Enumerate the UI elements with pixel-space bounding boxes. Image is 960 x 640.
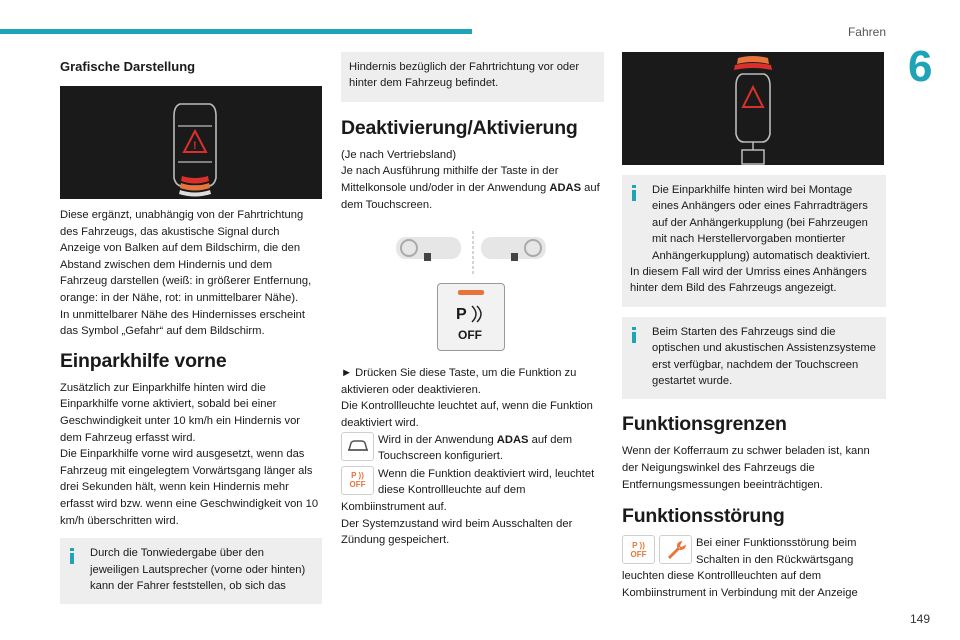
park-assist-off-button[interactable]: P OFF bbox=[437, 283, 505, 351]
info-icon bbox=[70, 548, 74, 564]
car-adas-icon bbox=[341, 432, 374, 461]
page-number: 149 bbox=[909, 612, 930, 626]
steering-wheel-icon bbox=[341, 225, 604, 281]
paragraph-kontrollleuchte: Die Kontrollleuchte leuchtet auf, wenn die Funktion deaktiviert wird. bbox=[341, 400, 593, 429]
park-assist-button-graphic bbox=[341, 283, 604, 353]
paragraph-systemzustand: Der Systemzustand wird beim Ausschalten der Zündung gespeichert. bbox=[341, 517, 573, 547]
paragraph-einparkhilfe-2: Die Einparkhilfe vorne wird ausgesetzt, wenn das Fahrzeug mit eingelegtem Vorwärtsgang länger als drei Sekunden hält, wenn kein Hindernis mehr erfasst wird bzw. wenn eine Geschwindigkeit von 10 km/h überschritten wird. bbox=[60, 448, 319, 527]
car-parking-graphic-image bbox=[60, 86, 322, 199]
paragraph-kombiinstrument: Kombiinstrument auf. bbox=[341, 500, 447, 513]
item-fault-icons: P )) OFF Bei einer Funktionsstörung beim Schalten in den Rückwärtsgang bbox=[622, 535, 886, 568]
title-einparkhilfe-vorne: Einparkhilfe vorne bbox=[60, 349, 227, 372]
svg-text:!: ! bbox=[193, 140, 197, 152]
paragraph-kofferraum: Wenn der Kofferraum zu schwer beladen ist, kann der Neigungswinkel des Fahrzeugs die Entfernungsmessungen beeinträchtigen. bbox=[622, 445, 870, 491]
paragraph-einparkhilfe-1: Zusätzlich zur Einparkhilfe hinten wird die Einparkhilfe vorne aktiviert, sobald bei einer Geschwindigkeit unter 10 km/h ein Hindernis vor dem Fahrzeug erfasst wird. bbox=[60, 381, 301, 444]
car-top-view-icon bbox=[60, 86, 322, 199]
sensor-waves-icon bbox=[468, 304, 490, 326]
heading-grafische-darstellung: Grafische Darstellung bbox=[60, 59, 196, 74]
paragraph-grafik-1: Diese ergänzt, unabhängig von der Fahrtrichtung des Fahrzeugs, das akustische Signal durch Anzeige von Balken auf dem Bildschirm, die den Abstand zwischen dem Hindernis und dem Fahrzeug darstellen (weiß: in größerer Entfernung, orange: in der Nähe, rot: in unmittelbarer Nähe). bbox=[60, 209, 312, 304]
info-icon bbox=[632, 327, 636, 343]
info-box-anhaenger: Die Einparkhilfe hinten wird bei Montage eines Anhängers oder eines Fahrradträgers auf der Anhängerkupplung (bei Fahrzeugen mit nach Herstellervorgaben montierter Anhängerkupplung) automatisch deaktiviert. In diesem Fall wird der Umriss eines Anhängers hinter dem Bild des Fahrzeugs angezeigt. bbox=[622, 175, 886, 307]
title-funktionsstoerung: Funktionsstörung bbox=[622, 505, 785, 528]
park-off-warning-icon: P )) OFF bbox=[622, 535, 655, 564]
info-icon bbox=[632, 185, 636, 201]
info-text: Durch die Tonwiedergabe über den jeweiligen Lautsprecher (vorne oder hinten) kann der Fahrer feststellen, ob sich das bbox=[90, 547, 306, 592]
title-deaktivierung: Deaktivierung/Aktivierung bbox=[341, 116, 578, 139]
column-1 bbox=[60, 52, 322, 604]
info-continued-text: Hindernis bezüglich der Fahrtrichtung vor oder hinter dem Fahrzeug befindet. bbox=[349, 61, 580, 90]
paragraph-vertriebsland: (Je nach Vertriebsland) bbox=[341, 148, 457, 161]
trailer-graphic-image bbox=[622, 52, 884, 165]
section-label: Fahren bbox=[847, 25, 886, 39]
car-trailer-top-view-icon bbox=[622, 52, 884, 165]
touchscreen-steering-graphic bbox=[341, 225, 604, 281]
header-accent-bar bbox=[0, 29, 472, 34]
item-adas-config: Wird in der Anwendung ADAS auf dem Touchscreen konfiguriert. bbox=[341, 432, 604, 465]
paragraph-mittelkonsole: Je nach Ausführung mithilfe der Taste in der Mittelkonsole und/oder in der Anwendung ADAS auf dem Touchscreen. bbox=[341, 165, 600, 211]
park-off-warning-icon: P )) OFF bbox=[341, 466, 374, 495]
paragraph-druecken: ► Drücken Sie diese Taste, um die Funktion zu aktivieren oder deaktivieren. bbox=[341, 367, 577, 396]
item-warning-light: P )) OFF Wenn die Funktion deaktiviert wird, leuchtet diese Kontrollleuchte auf dem bbox=[341, 466, 604, 499]
paragraph-grafik-2: In unmittelbarer Nähe des Hindernisses erscheint das Symbol „Gefahr“ auf dem Bildschirm. bbox=[60, 308, 306, 338]
wrench-icon bbox=[659, 535, 692, 564]
column-2 bbox=[341, 52, 604, 549]
info-box-continued bbox=[341, 52, 604, 102]
info-box-tonwiedergabe bbox=[60, 538, 322, 604]
column-3 bbox=[622, 52, 886, 602]
paragraph-fault-cont: leuchten diese Kontrollleuchten auf dem Kombiinstrument in Verbindung mit der Anzeige bbox=[622, 570, 858, 600]
info-box-starten: Beim Starten des Fahrzeugs sind die optischen und akustischen Assistenzsysteme erst verfügbar, nachdem der Touchscreen gestartet wurde. bbox=[622, 317, 886, 400]
title-funktionsgrenzen: Funktionsgrenzen bbox=[622, 413, 787, 436]
chapter-number: 6 bbox=[908, 42, 933, 91]
